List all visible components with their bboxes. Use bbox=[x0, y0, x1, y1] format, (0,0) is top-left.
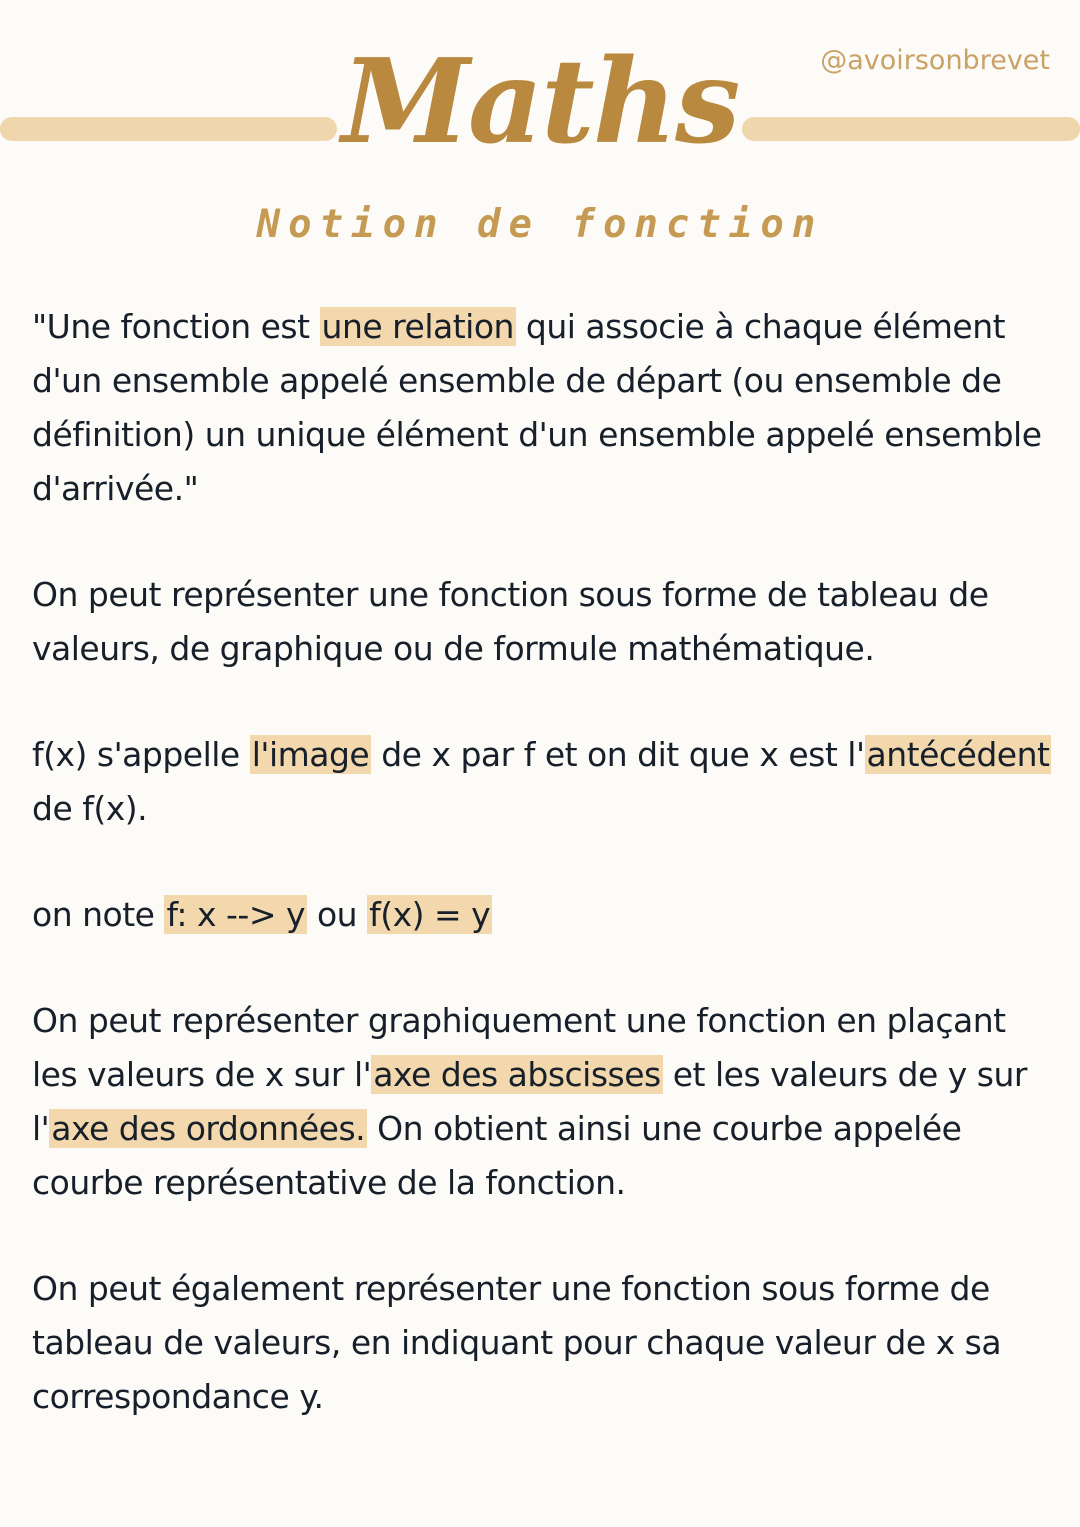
highlight-antecedent: antécédent bbox=[866, 735, 1050, 774]
highlight-ordonnees: axe des ordonnées. bbox=[51, 1109, 366, 1148]
paragraph-definition bbox=[32, 300, 1052, 516]
text: ou bbox=[307, 895, 368, 934]
text: f(x) s'appelle bbox=[32, 735, 250, 774]
text: On peut également représenter une fonction sous forme de tableau de valeurs, en indiquant pour chaque valeur de x sa correspondance y. bbox=[32, 1269, 1002, 1416]
page-subtitle: Notion de fonction bbox=[256, 202, 824, 247]
highlight-relation: une relation bbox=[321, 307, 514, 346]
text: "Une fonction est bbox=[32, 307, 320, 346]
lesson-content bbox=[32, 300, 1052, 1476]
highlight-notation-equals: f(x) = y bbox=[369, 895, 491, 934]
header-rule-right bbox=[742, 117, 1080, 141]
text: de x par f et on dit que x est l' bbox=[371, 735, 865, 774]
text: On peut représenter une fonction sous forme de tableau de valeurs, de graphique ou de formule mathématique. bbox=[32, 575, 989, 668]
author-handle: @avoirsonbrevet bbox=[820, 45, 1050, 76]
paragraph-notation bbox=[32, 888, 1052, 942]
text: on note bbox=[32, 895, 165, 934]
text: et les valeurs de y sur l' bbox=[32, 1055, 1027, 1148]
text: On peut représenter graphiquement une fonction en plaçant les valeurs de x sur l' bbox=[32, 1001, 1006, 1094]
paragraph-table bbox=[32, 1262, 1052, 1424]
highlight-notation-arrow: f: x --> y bbox=[166, 895, 305, 934]
highlight-abscisses: axe des abscisses bbox=[373, 1055, 661, 1094]
highlight-image: l'image bbox=[251, 735, 370, 774]
paragraph-graph bbox=[32, 994, 1052, 1210]
text: qui associe à chaque élément d'un ensemble appelé ensemble de départ (ou ensemble de définition) un unique élément d'un ensemble appelé ensemble d'arrivée." bbox=[32, 307, 1042, 508]
paragraph-image-antecedent bbox=[32, 728, 1052, 836]
text: On obtient ainsi une courbe appelée courbe représentative de la fonction. bbox=[32, 1109, 962, 1202]
header-rule-left bbox=[0, 117, 337, 141]
paragraph-representations bbox=[32, 568, 1052, 676]
text: de f(x). bbox=[32, 789, 148, 828]
page-title: Maths bbox=[341, 34, 739, 170]
